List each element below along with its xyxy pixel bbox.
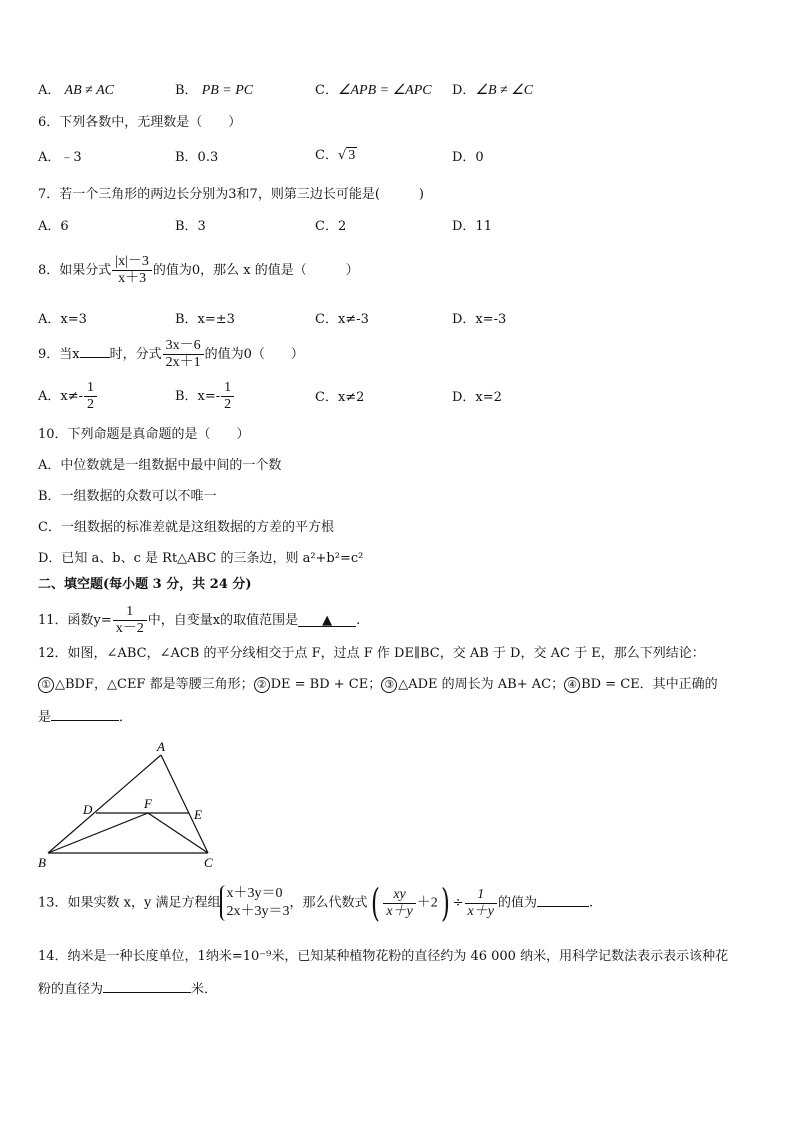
q6-stem: 6．下列各数中，无理数是（ ）: [38, 115, 242, 130]
label-c: C: [204, 855, 213, 870]
q12-answer-line: 是 ．: [38, 706, 132, 727]
triangle-figure: [30, 735, 230, 875]
label-a: A: [157, 739, 165, 754]
q11-stem: 11．函数y= $\frac{1}{x-2}$ 中，自变量x的取值范围是 ▲ .: [38, 604, 361, 636]
q14-answer-blank[interactable]: [103, 978, 191, 993]
q6-option-a: A．﹣3: [38, 150, 82, 165]
q7-option-d: D．11: [452, 219, 492, 234]
q8-option-d: D．x=-3: [452, 312, 507, 327]
q10-option-d: D．已知 a、b、c 是 Rt△ABC 的三条边，则 a²+b²=c²: [38, 551, 364, 566]
q10-stem: 10．下列命题是真命题的是（ ）: [38, 427, 250, 442]
q5-option-c: C．∠APB = ∠APC: [315, 83, 432, 98]
q10-option-b: B．一组数据的众数可以不唯一: [38, 489, 217, 504]
section-heading: 二、填空题(每小题 3 分，共 24 分): [38, 577, 252, 592]
q13-fraction-xy: $\frac{xy}{x+y}$: [383, 887, 415, 920]
circled-number-2: ②: [254, 677, 270, 693]
circled-number-4: ④: [564, 677, 580, 693]
q13-fraction-1: $\frac{1}{x+y}$: [465, 887, 497, 920]
label-b: B: [38, 855, 46, 870]
q8-option-c: C．x≠-3: [315, 312, 369, 327]
q10-option-c: C．一组数据的标准差就是这组数据的方差的平方根: [38, 520, 334, 535]
q9-blank[interactable]: [80, 343, 110, 358]
q9-stem: 9．当x 时，分式 $\frac{3x-6}{2x+1}$ 的值为0（ ）: [38, 338, 304, 370]
q7-option-c: C．2: [315, 219, 347, 234]
q5-option-b: B． PB = PC: [175, 83, 254, 98]
q8-fraction: $\frac{|x|-3}{x+3}$: [112, 254, 152, 287]
q12-answer-blank[interactable]: [51, 706, 119, 721]
q7-stem: 7．若一个三角形的两边长分别为3和7，则第三边长可能是( ): [38, 187, 424, 202]
q5-option-a: A． AB ≠ AC: [38, 83, 114, 98]
q14-answer-line: 粉的直径为 米．: [38, 978, 217, 999]
q11-answer-blank[interactable]: [298, 612, 356, 627]
q13-stem: 13．如果实数 x，y 满足方程组 x＋3y＝0 2x＋3y＝3 ，那么代数式( $\frac{xy}{x+y}$ ＋2) ÷ $\frac{1}{x+y}$ 的值为 .: [38, 881, 594, 925]
q9-option-c: C．x≠2: [315, 390, 365, 405]
side-ac: [161, 755, 208, 853]
q7-option-b: B．3: [175, 219, 206, 234]
label-d: D: [83, 802, 93, 817]
q6-option-c: C．√ 3: [315, 148, 356, 163]
q12-stem: 12．如图，∠ABC，∠ACB 的平分线相交于点 F，过点 F 作 DE∥BC，交 AB 于 D，交 AC 于 E，那么下列结论：: [38, 646, 705, 661]
q9-fraction: $\frac{3x-6}{2x+1}$: [163, 338, 204, 371]
q12-conclusions: ① △BDF，△CEF 都是等腰三角形； ② DE = BD + CE； ③ △ADE 的周长为 AB+ AC； ④ BD = CE．其中正确的: [38, 676, 718, 694]
q5-option-d: D．∠B ≠ ∠C: [452, 83, 534, 98]
bisector-bf: [48, 813, 148, 853]
equation-system: x＋3y＝0 2x＋3y＝3: [220, 885, 289, 921]
label-e: E: [194, 807, 202, 822]
q10-option-a: A．中位数就是一组数据中最中间的一个数: [38, 458, 282, 473]
q14-stem: 14．纳米是一种长度单位，1纳米=10⁻⁹米，已知某种植物花粉的直径约为 46 000 纳米，用科学记数法表示表示该种花: [38, 949, 729, 964]
q8-option-b: B．x=±3: [175, 312, 235, 327]
circled-number-1: ①: [38, 677, 54, 693]
circled-number-3: ③: [381, 677, 397, 693]
q9-option-d: D．x=2: [452, 390, 502, 405]
q11-fraction: $\frac{1}{x-2}$: [113, 604, 147, 637]
q8-option-a: A．x=3: [38, 312, 87, 327]
q9-option-a: A．x≠- $\frac{1}{2}$: [38, 380, 98, 413]
q8-stem: 8．如果分式 $\frac{|x|-3}{x+3}$ 的值为0，那么 x 的值是（ ）: [38, 254, 359, 286]
q13-answer-blank[interactable]: [537, 892, 589, 907]
q6-option-d: D．0: [452, 150, 484, 165]
q7-option-a: A．6: [38, 219, 69, 234]
label-f: F: [144, 796, 152, 811]
sqrt-symbol: √ 3: [337, 148, 356, 163]
q9-option-b: B．x=- $\frac{1}{2}$: [175, 380, 235, 413]
q6-option-b: B．0.3: [175, 150, 219, 165]
triangle-marker-icon: ▲: [322, 613, 333, 628]
